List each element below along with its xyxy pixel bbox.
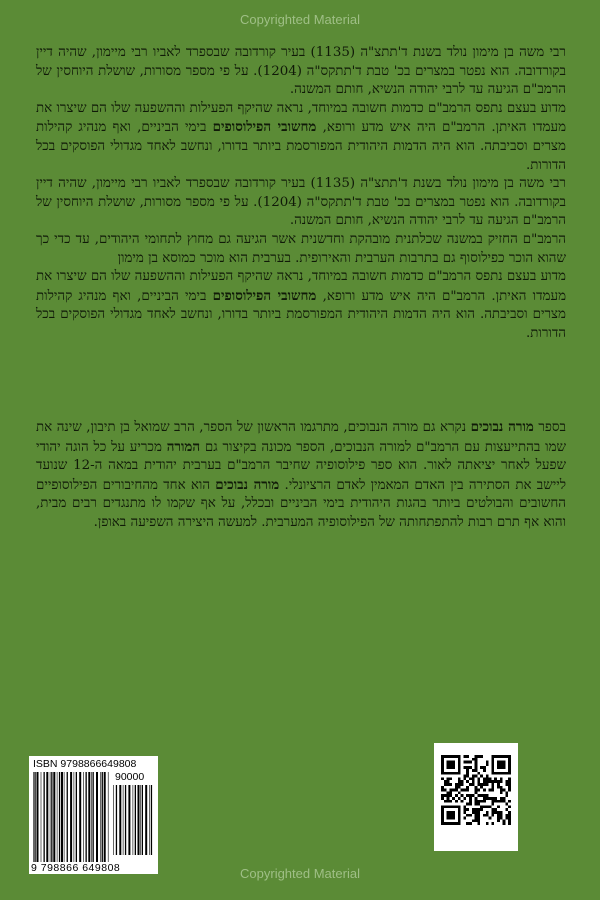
price-barcode xyxy=(112,785,154,855)
copyright-watermark-bottom: Copyrighted Material xyxy=(240,866,360,881)
emphasis: מחשובי הפילוסופים xyxy=(212,119,317,136)
emphasis: מחשובי הפילוסופים xyxy=(212,287,317,304)
paragraph: מדוע בעצם נתפס הרמב"ם כדמות חשובה במיוחד, נראה שהיקף הפעילות וההשפעה שלו הם שיצרו את מעמדו האיתן. הרמב"ם היה איש מדע ורופא, מחשובי הפילוסופים בימי הביניים, ואף מנהיג קהילות מצרים וסביבתה. הוא היה הדמות היהודית המפורסמת ביותר בדורו, ונחשב לאחד מגדולי הפוסקים בכל הדורות. xyxy=(36,269,567,341)
paragraph: רבי משה בן מימון נולד בשנת ד'תתצ"ה (1135) בעיר קורדובה שבספרד לאביו רבי מיימון, שהיה דיין בקורדובה. הוא נפטר במצרים בכ' טבת ד'תתקס"ה (1204). על פי מספר מסורות, שושלת היוחסין של הרמב"ם הגיעה עד לרבי יהודה הנשיא, חותם המשנה. xyxy=(36,45,566,98)
paragraph: מדוע בעצם נתפס הרמב"ם כדמות חשובה במיוחד, נראה שהיקף הפעילות וההשפעה שלו הם שיצרו את מעמדו האיתן. הרמב"ם היה איש מדע ורופא, מחשובי הפילוסופים בימי הביניים, ואף מנהיג קהילות מצרים וסביבתה. הוא היה הדמות היהודית המפורסמת ביותר בדורו, ונחשב לאחד מגדולי הפוסקים בכל הדורות. xyxy=(36,100,567,173)
ean-digits: 9 798866 649808 xyxy=(31,862,121,874)
back-cover-text-book-description xyxy=(36,418,566,533)
qr-code xyxy=(441,755,511,825)
isbn-label: ISBN 9798866649808 xyxy=(33,758,137,770)
copyright-watermark-top: Copyrighted Material xyxy=(240,12,360,27)
book-title-emphasis: מורה נבוכים xyxy=(470,419,534,435)
emphasis: המורה xyxy=(166,438,201,455)
paragraph: בספר מורה נבוכים נקרא גם מורה הנבוכים, מתרגמו הראשון של הספר, הרב שמואל בן תיבון, שינה את שמו בהתייעצות עם הרמב"ם למורה הנבוכים, הספר מכונה בקיצור גם המורה מכריע על כל הוגה יהודי שפעל לאחר יציאתה לאור. הוא ספר פילוסופיה שחיבר הרמב"ם בערבית יהודית במאה ה-12 שנועד ליישב את הסתירה בין האדם המאמין לאדם הרציונלי. מורה נבוכים הוא אחד מהחיבורים הפילוסופיים החשובים והבולטים ביותר בהגות היהודית בימי הביניים ובכלל, על אף שקמו לו מתנגדים רבים מבית, והוא אף תרם רבות להתפתחותה של הפילוסופיה המערבית. למעשה היצירה השפיעה באופן. xyxy=(36,419,567,530)
paragraph: הרמב"ם החזיק במשנה שכלתנית מובהקת וחדשנית אשר הגיעה גם מחוץ לתחומי היהודים, עד כדי כך שהוא הוכר כפילוסוף גם בתרבות הערבית והאירופית. בערבית הוא מוכר כמוסא בן מימון xyxy=(36,231,566,266)
book-title-emphasis: מורה נבוכים xyxy=(215,476,280,493)
back-cover-text-main xyxy=(36,44,566,344)
price-code-digits: 90000 xyxy=(115,771,145,783)
paragraph: רבי משה בן מימון נולד בשנת ד'תתצ"ה (1135) בעיר קורדובה שבספרד לאביו רבי מיימון, שהיה דיין בקורדובה. הוא נפטר במצרים בכ' טבת ד'תתקס"ה (1204). על פי מספר מסורות, שושלת היוחסין של הרמב"ם הגיעה עד לרבי יהודה הנשיא, חותם המשנה. xyxy=(36,176,566,229)
